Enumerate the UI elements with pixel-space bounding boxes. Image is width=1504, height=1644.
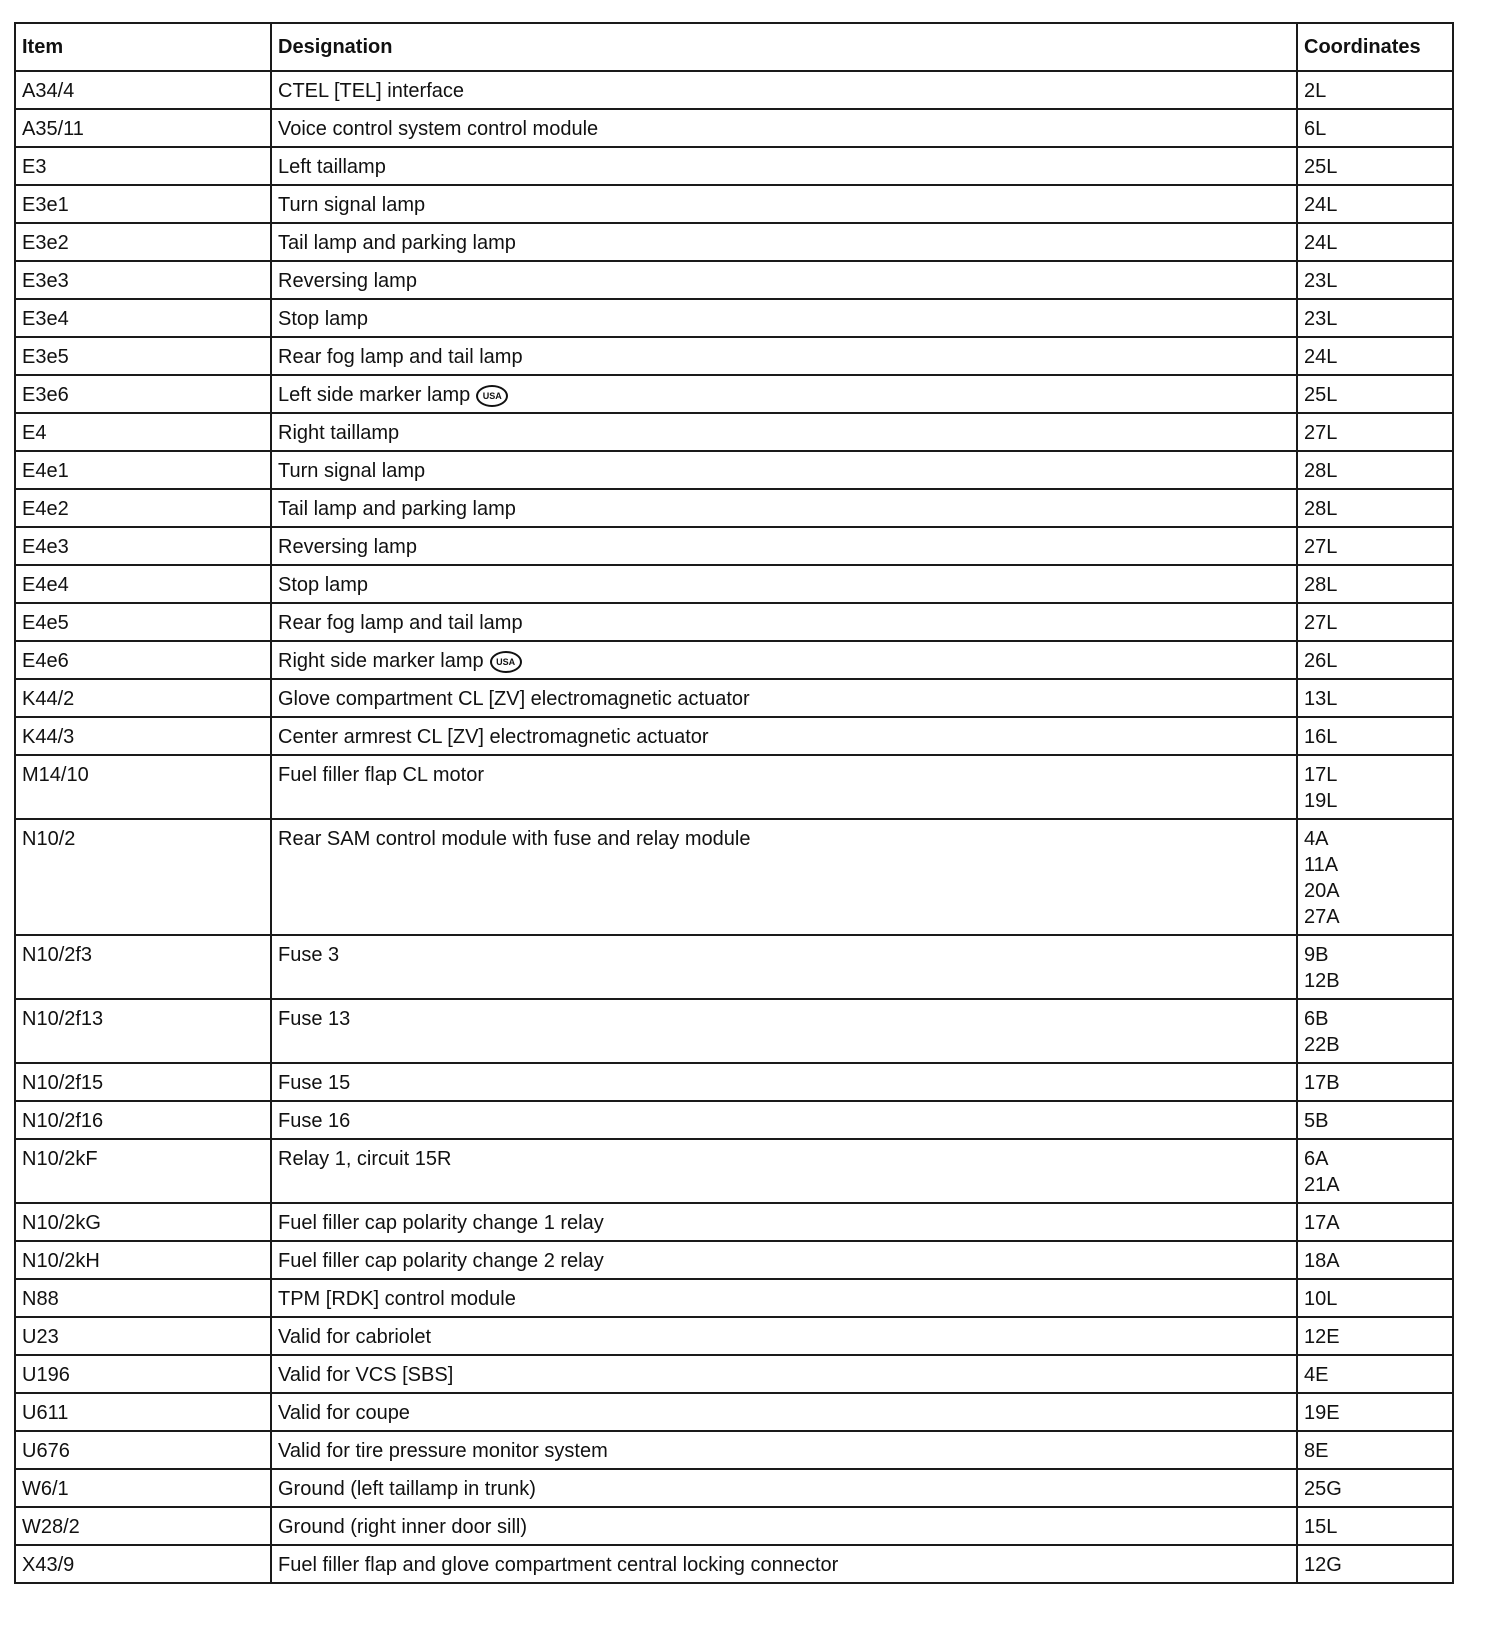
coordinate-value: 11A <box>1304 854 1339 876</box>
designation-text: Right taillamp <box>278 422 400 444</box>
designation-cell <box>271 565 1297 603</box>
coordinate-value: 26L <box>1304 650 1338 672</box>
designation-cell <box>271 1241 1297 1279</box>
designation-cell <box>271 1431 1297 1469</box>
item-cell: K44/2 <box>15 679 271 717</box>
coordinate-value: 12B <box>1304 970 1340 992</box>
table-row <box>15 489 1453 527</box>
item-cell: U196 <box>15 1355 271 1393</box>
coordinates-cell <box>1297 819 1453 935</box>
coordinate-value: 20A <box>1304 880 1340 902</box>
designation-text: Rear SAM control module with fuse and relay module <box>278 828 751 850</box>
table-row <box>15 603 1453 641</box>
coordinate-value: 13L <box>1304 688 1338 710</box>
coordinate-value: 24L <box>1304 232 1338 254</box>
item-cell: E4e3 <box>15 527 271 565</box>
designation-text: TPM [RDK] control module <box>278 1288 516 1310</box>
table-row <box>15 337 1453 375</box>
coordinate-value: 19L <box>1304 790 1338 812</box>
table-row <box>15 147 1453 185</box>
item-cell: U23 <box>15 1317 271 1355</box>
legend-table-container <box>14 22 1452 1584</box>
table-row <box>15 223 1453 261</box>
coordinates-cell <box>1297 1139 1453 1203</box>
designation-cell <box>271 375 1297 413</box>
designation-text: Left taillamp <box>278 156 386 178</box>
designation-text: Center armrest CL [ZV] electromagnetic actuator <box>278 726 709 748</box>
item-cell: N10/2kF <box>15 1139 271 1203</box>
coordinate-value: 4A <box>1304 828 1329 850</box>
designation-cell <box>271 717 1297 755</box>
coordinate-value: 10L <box>1304 1288 1338 1310</box>
table-row <box>15 755 1453 819</box>
designation-cell <box>271 679 1297 717</box>
designation-text: CTEL [TEL] interface <box>278 80 464 102</box>
designation-text: Right side marker lamp <box>278 650 484 672</box>
designation-cell <box>271 337 1297 375</box>
designation-cell <box>271 999 1297 1063</box>
usa-icon: USA <box>490 651 522 673</box>
item-cell: E3e6 <box>15 375 271 413</box>
designation-cell <box>271 413 1297 451</box>
designation-text: Stop lamp <box>278 308 369 330</box>
designation-cell <box>271 147 1297 185</box>
table-row <box>15 1545 1453 1583</box>
designation-cell <box>271 1393 1297 1431</box>
coordinates-cell <box>1297 489 1453 527</box>
designation-cell <box>271 1355 1297 1393</box>
table-row <box>15 999 1453 1063</box>
table-row <box>15 261 1453 299</box>
item-cell: K44/3 <box>15 717 271 755</box>
item-cell: E3e2 <box>15 223 271 261</box>
coordinates-cell <box>1297 1355 1453 1393</box>
coordinate-value: 17A <box>1304 1212 1340 1234</box>
designation-text: Ground (right inner door sill) <box>278 1516 527 1538</box>
designation-cell <box>271 71 1297 109</box>
designation-cell <box>271 819 1297 935</box>
coordinate-value: 21A <box>1304 1174 1340 1196</box>
item-cell: E4e6 <box>15 641 271 679</box>
coordinate-value: 25L <box>1304 156 1338 178</box>
designation-text: Fuel filler cap polarity change 1 relay <box>278 1212 604 1234</box>
item-cell: N10/2f3 <box>15 935 271 999</box>
coordinates-cell <box>1297 1469 1453 1507</box>
item-cell: N10/2kH <box>15 1241 271 1279</box>
designation-cell <box>271 1545 1297 1583</box>
coordinates-cell <box>1297 527 1453 565</box>
designation-text: Turn signal lamp <box>278 194 426 216</box>
table-row <box>15 1063 1453 1101</box>
designation-cell <box>271 223 1297 261</box>
designation-cell <box>271 1063 1297 1101</box>
item-cell: U676 <box>15 1431 271 1469</box>
item-cell: M14/10 <box>15 755 271 819</box>
item-cell: W6/1 <box>15 1469 271 1507</box>
coordinates-cell <box>1297 641 1453 679</box>
designation-cell <box>271 641 1297 679</box>
table-row <box>15 1101 1453 1139</box>
designation-cell <box>271 1469 1297 1507</box>
designation-text: Tail lamp and parking lamp <box>278 498 516 520</box>
coordinates-cell <box>1297 1279 1453 1317</box>
designation-cell <box>271 755 1297 819</box>
coordinates-cell <box>1297 1317 1453 1355</box>
designation-cell <box>271 489 1297 527</box>
designation-text: Left side marker lamp <box>278 384 471 406</box>
coordinate-value: 4E <box>1304 1364 1329 1386</box>
coordinate-value: 17B <box>1304 1072 1340 1094</box>
table-row <box>15 641 1453 679</box>
item-cell: E4e2 <box>15 489 271 527</box>
header-designation: Designation <box>271 23 1297 71</box>
coordinate-value: 27A <box>1304 906 1340 928</box>
item-cell: N10/2f16 <box>15 1101 271 1139</box>
designation-text: Valid for coupe <box>278 1402 410 1424</box>
item-cell: E3 <box>15 147 271 185</box>
coordinates-cell <box>1297 935 1453 999</box>
item-cell: E3e5 <box>15 337 271 375</box>
item-cell: E4e5 <box>15 603 271 641</box>
coordinates-cell <box>1297 185 1453 223</box>
header-coordinates: Coordinates <box>1297 23 1453 71</box>
designation-cell <box>271 1139 1297 1203</box>
designation-cell <box>271 1279 1297 1317</box>
usa-icon: USA <box>476 385 508 407</box>
table-row <box>15 1317 1453 1355</box>
coordinate-value: 12G <box>1304 1554 1342 1576</box>
coordinate-value: 27L <box>1304 536 1338 558</box>
coordinate-value: 15L <box>1304 1516 1338 1538</box>
item-cell: E3e1 <box>15 185 271 223</box>
coordinates-cell <box>1297 1203 1453 1241</box>
coordinate-value: 2L <box>1304 80 1327 102</box>
table-row <box>15 109 1453 147</box>
coordinates-cell <box>1297 299 1453 337</box>
coordinate-value: 23L <box>1304 270 1338 292</box>
table-row <box>15 299 1453 337</box>
designation-text: Fuse 13 <box>278 1008 351 1030</box>
table-row <box>15 1507 1453 1545</box>
designation-text: Glove compartment CL [ZV] electromagnetic actuator <box>278 688 750 710</box>
table-row <box>15 185 1453 223</box>
designation-text: Stop lamp <box>278 574 369 596</box>
item-cell: N10/2f13 <box>15 999 271 1063</box>
table-row <box>15 1469 1453 1507</box>
coordinate-value: 6L <box>1304 118 1327 140</box>
coordinates-cell <box>1297 999 1453 1063</box>
designation-text: Voice control system control module <box>278 118 599 140</box>
table-row <box>15 451 1453 489</box>
designation-text: Rear fog lamp and tail lamp <box>278 612 523 634</box>
table-body <box>15 71 1453 1583</box>
table-row <box>15 565 1453 603</box>
coordinate-value: 18A <box>1304 1250 1340 1272</box>
item-cell: E3e4 <box>15 299 271 337</box>
table-row <box>15 1431 1453 1469</box>
table-row <box>15 819 1453 935</box>
coordinates-cell <box>1297 717 1453 755</box>
designation-cell <box>271 1317 1297 1355</box>
header-item: Item <box>15 23 271 71</box>
table-row <box>15 679 1453 717</box>
item-cell: E4e4 <box>15 565 271 603</box>
coordinate-value: 27L <box>1304 612 1338 634</box>
coordinates-cell <box>1297 1545 1453 1583</box>
designation-cell <box>271 1507 1297 1545</box>
table-row <box>15 1279 1453 1317</box>
table-row <box>15 527 1453 565</box>
item-cell: A35/11 <box>15 109 271 147</box>
coordinate-value: 28L <box>1304 498 1338 520</box>
table-row <box>15 375 1453 413</box>
designation-text: Valid for cabriolet <box>278 1326 432 1348</box>
designation-text: Fuel filler flap and glove compartment central locking connector <box>278 1554 839 1576</box>
designation-cell <box>271 1203 1297 1241</box>
designation-text: Reversing lamp <box>278 270 417 292</box>
designation-cell <box>271 1101 1297 1139</box>
designation-text: Relay 1, circuit 15R <box>278 1148 452 1170</box>
coordinates-cell <box>1297 1241 1453 1279</box>
coordinates-cell <box>1297 1507 1453 1545</box>
designation-text: Valid for tire pressure monitor system <box>278 1440 608 1462</box>
coordinates-cell <box>1297 451 1453 489</box>
coordinate-value: 12E <box>1304 1326 1340 1348</box>
designation-cell <box>271 603 1297 641</box>
designation-cell <box>271 299 1297 337</box>
coordinate-value: 6B <box>1304 1008 1329 1030</box>
coordinate-value: 25G <box>1304 1478 1342 1500</box>
coordinates-cell <box>1297 71 1453 109</box>
coordinate-value: 27L <box>1304 422 1338 444</box>
designation-text: Ground (left taillamp in trunk) <box>278 1478 536 1500</box>
coordinates-cell <box>1297 337 1453 375</box>
coordinates-cell <box>1297 755 1453 819</box>
item-cell: N10/2 <box>15 819 271 935</box>
table-row <box>15 1241 1453 1279</box>
coordinate-value: 16L <box>1304 726 1338 748</box>
coordinate-value: 24L <box>1304 346 1338 368</box>
item-cell: E4e1 <box>15 451 271 489</box>
coordinates-cell <box>1297 1101 1453 1139</box>
table-header-row <box>15 23 1453 71</box>
coordinates-cell <box>1297 223 1453 261</box>
coordinates-cell <box>1297 1393 1453 1431</box>
table-row <box>15 935 1453 999</box>
coordinate-value: 28L <box>1304 460 1338 482</box>
coordinate-value: 25L <box>1304 384 1338 406</box>
designation-text: Rear fog lamp and tail lamp <box>278 346 523 368</box>
table-row <box>15 413 1453 451</box>
table-row <box>15 1355 1453 1393</box>
designation-cell <box>271 261 1297 299</box>
item-cell: W28/2 <box>15 1507 271 1545</box>
coordinate-value: 23L <box>1304 308 1338 330</box>
designation-text: Reversing lamp <box>278 536 417 558</box>
table-row <box>15 1393 1453 1431</box>
item-cell: U611 <box>15 1393 271 1431</box>
designation-text: Turn signal lamp <box>278 460 426 482</box>
coordinates-cell <box>1297 413 1453 451</box>
designation-text: Fuse 3 <box>278 944 340 966</box>
coordinates-cell <box>1297 147 1453 185</box>
designation-cell <box>271 451 1297 489</box>
designation-text: Tail lamp and parking lamp <box>278 232 516 254</box>
item-cell: E4 <box>15 413 271 451</box>
coordinates-cell <box>1297 261 1453 299</box>
designation-cell <box>271 935 1297 999</box>
designation-cell <box>271 527 1297 565</box>
designation-text: Fuse 15 <box>278 1072 351 1094</box>
item-cell: N10/2f15 <box>15 1063 271 1101</box>
coordinates-cell <box>1297 375 1453 413</box>
coordinate-value: 28L <box>1304 574 1338 596</box>
coordinates-cell <box>1297 603 1453 641</box>
coordinates-cell <box>1297 679 1453 717</box>
coordinates-cell <box>1297 109 1453 147</box>
item-cell: N88 <box>15 1279 271 1317</box>
coordinate-value: 22B <box>1304 1034 1340 1056</box>
coordinates-cell <box>1297 1431 1453 1469</box>
designation-text: Fuel filler cap polarity change 2 relay <box>278 1250 604 1272</box>
coordinate-value: 24L <box>1304 194 1338 216</box>
item-cell: E3e3 <box>15 261 271 299</box>
designation-text: Fuel filler flap CL motor <box>278 764 484 786</box>
designation-text: Valid for VCS [SBS] <box>278 1364 454 1386</box>
item-cell: A34/4 <box>15 71 271 109</box>
coordinate-value: 19E <box>1304 1402 1340 1424</box>
coordinate-value: 17L <box>1304 764 1338 786</box>
coordinate-value: 8E <box>1304 1440 1329 1462</box>
coordinate-value: 9B <box>1304 944 1329 966</box>
item-cell: N10/2kG <box>15 1203 271 1241</box>
table-row <box>15 717 1453 755</box>
coordinate-value: 6A <box>1304 1148 1329 1170</box>
item-cell: X43/9 <box>15 1545 271 1583</box>
table-row <box>15 1139 1453 1203</box>
coordinates-cell <box>1297 1063 1453 1101</box>
table-row <box>15 1203 1453 1241</box>
designation-cell <box>271 109 1297 147</box>
designation-cell <box>271 185 1297 223</box>
table-row <box>15 71 1453 109</box>
designation-text: Fuse 16 <box>278 1110 351 1132</box>
legend-table <box>14 22 1454 1584</box>
coordinate-value: 5B <box>1304 1110 1329 1132</box>
coordinates-cell <box>1297 565 1453 603</box>
